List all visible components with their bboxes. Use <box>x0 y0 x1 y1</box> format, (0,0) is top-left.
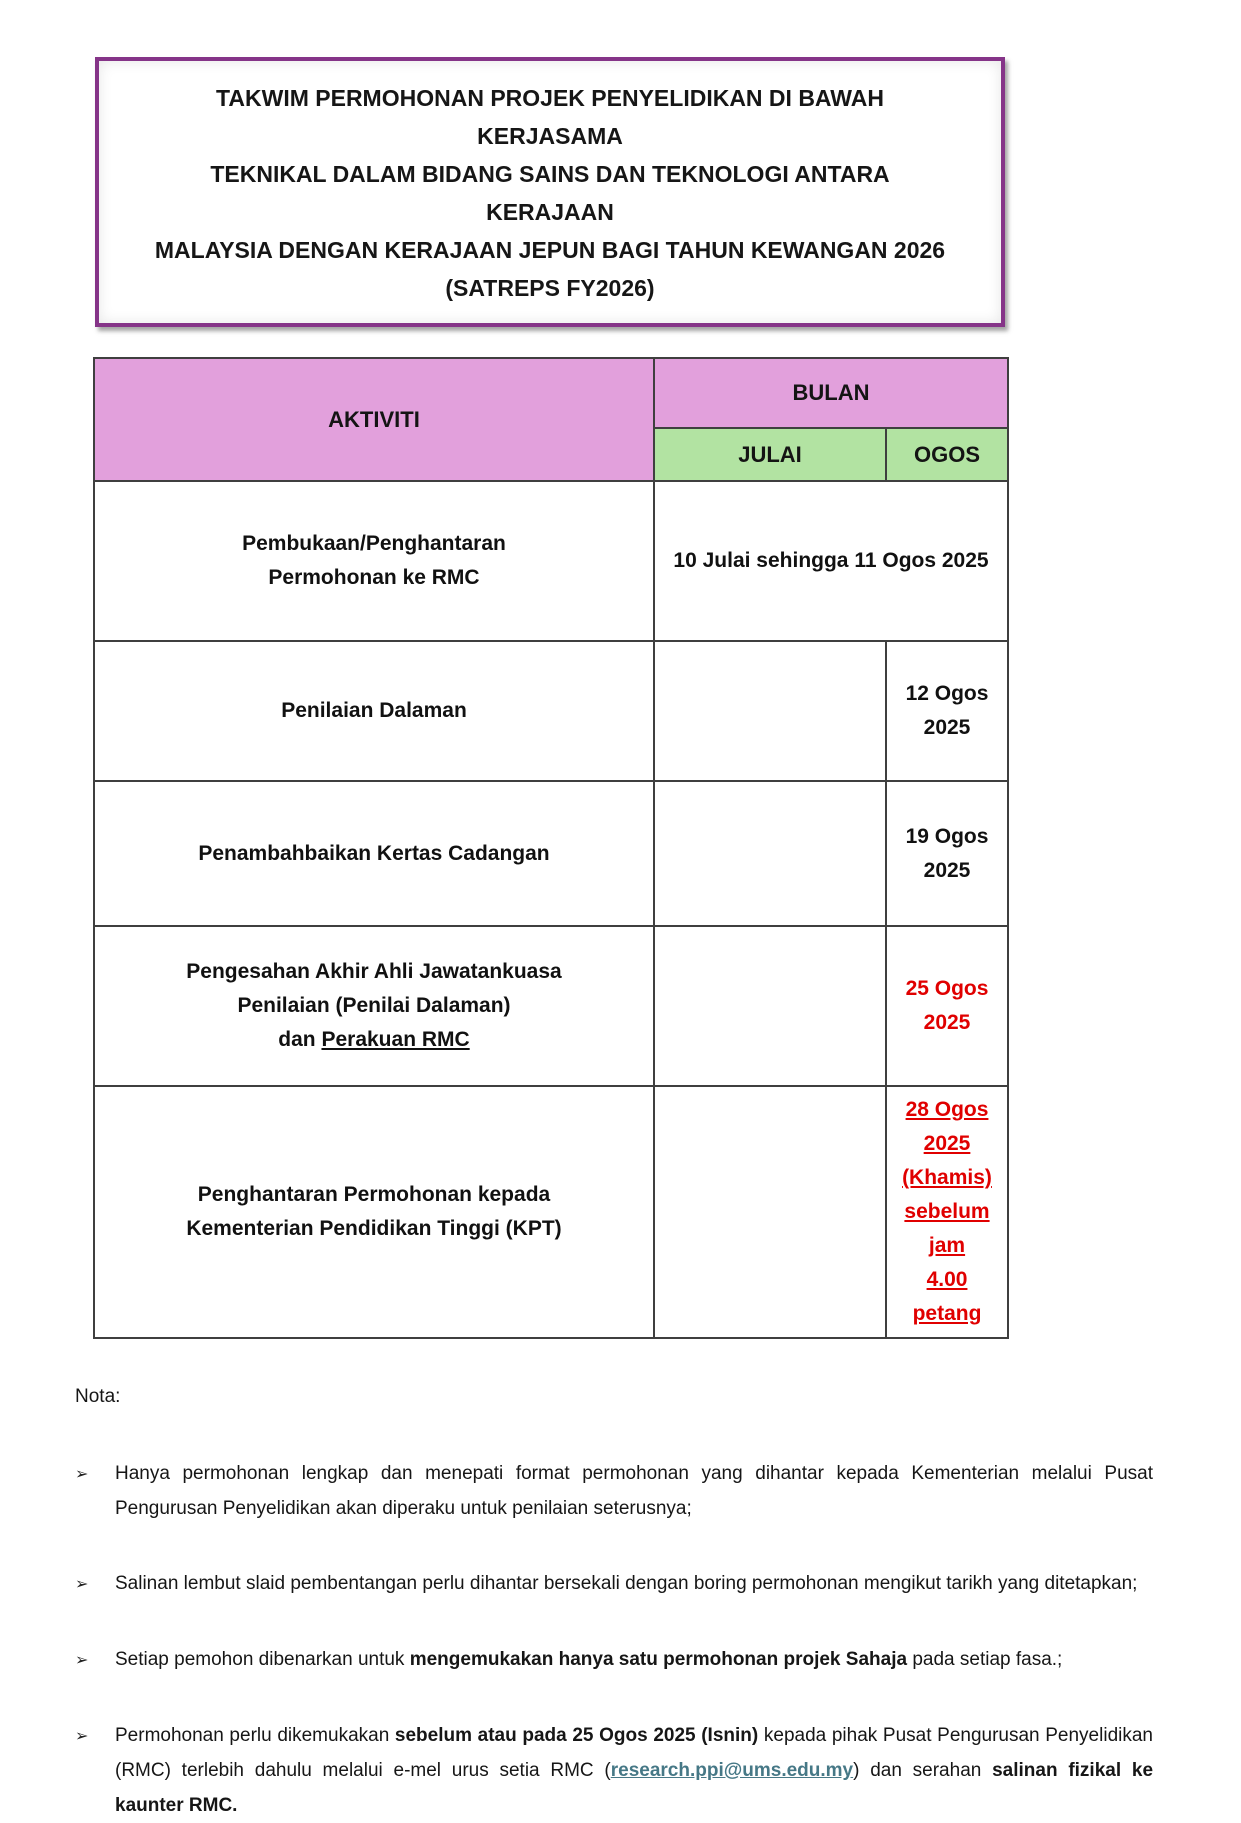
deadline-line: 4.00 petang <box>912 1268 982 1325</box>
note-item <box>75 1718 1153 1823</box>
activity-cell: Penilaian Dalaman <box>94 641 654 781</box>
activity-text: Pengesahan Akhir Ahli Jawatankuasa <box>186 960 562 983</box>
title-box <box>95 57 1005 327</box>
note-text <box>115 1718 1153 1823</box>
activity-text: Penghantaran Permohonan kepada <box>197 1183 551 1206</box>
deadline-line: sebelum jam <box>904 1200 990 1257</box>
activity-cell: Penambahbaikan Kertas Cadangan <box>94 781 654 926</box>
page-title-line: MALAYSIA DENGAN KERAJAAN JEPUN BAGI TAHUN KEWANGAN 2026 <box>154 237 946 263</box>
note-item <box>75 1566 1153 1602</box>
notes-section <box>75 1379 1153 1823</box>
note-text-plain: kepada pihak Pusat Pengurusan Penyelidikan (RMC) terlebih dahulu melalui e-mel urus setia RMC ( <box>115 1725 1153 1781</box>
column-header-julai: JULAI <box>654 428 886 481</box>
table-row <box>94 926 1008 1086</box>
date-cell: 19 Ogos 2025 <box>886 781 1008 926</box>
notes-label: Nota: <box>75 1386 121 1407</box>
table-row <box>94 781 1008 926</box>
activity-text: Pembukaan/Penghantaran <box>242 532 506 555</box>
deadline-line: 28 Ogos 2025 <box>905 1098 989 1155</box>
email-link[interactable]: research.ppi@ums.edu.my <box>610 1760 854 1781</box>
deadline-line: (Khamis) <box>902 1166 992 1189</box>
activity-text-plain: dan <box>278 1028 322 1051</box>
note-text-bold: mengemukakan hanya satu permohonan projek Sahaja <box>409 1649 908 1670</box>
table-row <box>94 641 1008 781</box>
note-text-plain: ) dan serahan <box>853 1760 993 1781</box>
empty-cell-julai <box>654 641 886 781</box>
column-header-ogos: OGOS <box>886 428 1008 481</box>
schedule-table <box>93 357 1009 1339</box>
note-text-plain: Setiap pemohon dibenarkan untuk <box>115 1649 410 1670</box>
activity-text-underlined: Perakuan RMC <box>321 1028 470 1051</box>
note-item <box>75 1456 1153 1526</box>
column-header-aktiviti: AKTIVITI <box>94 358 654 481</box>
page-title-line: (SATREPS FY2026) <box>445 275 655 301</box>
column-header-bulan: BULAN <box>654 358 1008 428</box>
activity-text <box>105 1023 643 1057</box>
activity-text: Permohonan ke RMC <box>268 566 480 589</box>
note-text: Hanya permohonan lengkap dan menepati format permohonan yang dihantar kepada Kementerian melalui Pusat Pengurusan Penyelidikan akan diperaku untuk penilaian seterusnya; <box>115 1463 1153 1519</box>
note-item <box>75 1642 1153 1678</box>
empty-cell-julai <box>654 781 886 926</box>
date-cell-deadline <box>886 1086 1008 1338</box>
date-range-cell: 10 Julai sehingga 11 Ogos 2025 <box>654 481 1008 641</box>
activity-cell <box>94 926 654 1086</box>
note-text-bold: sebelum atau pada 25 Ogos 2025 (Isnin) <box>394 1725 759 1746</box>
arrow-bullet-icon: ➢ <box>75 1728 89 1745</box>
date-cell-highlighted: 25 Ogos 2025 <box>886 926 1008 1086</box>
page-title-line: TAKWIM PERMOHONAN PROJEK PENYELIDIKAN DI BAWAH KERJASAMA <box>216 85 884 149</box>
activity-text: Kementerian Pendidikan Tinggi (KPT) <box>186 1217 562 1240</box>
empty-cell-julai <box>654 1086 886 1338</box>
note-text: Salinan lembut slaid pembentangan perlu dihantar bersekali dengan boring permohonan mengikut tarikh yang ditetapkan; <box>115 1573 1138 1594</box>
page-title-line: TEKNIKAL DALAM BIDANG SAINS DAN TEKNOLOGI ANTARA KERAJAAN <box>210 161 890 225</box>
arrow-bullet-icon: ➢ <box>75 1576 89 1593</box>
activity-text: Penilaian (Penilai Dalaman) <box>237 994 511 1017</box>
note-text-plain: Permohonan perlu dikemukakan <box>115 1725 395 1746</box>
date-cell: 12 Ogos 2025 <box>886 641 1008 781</box>
note-text <box>115 1642 1153 1678</box>
note-text-bold: salinan fizikal ke kaunter RMC. <box>115 1760 1154 1816</box>
activity-cell <box>94 481 654 641</box>
arrow-bullet-icon: ➢ <box>75 1652 89 1669</box>
table-row <box>94 1086 1008 1338</box>
note-text-plain: pada setiap fasa.; <box>907 1649 1063 1670</box>
arrow-bullet-icon: ➢ <box>75 1466 89 1483</box>
table-row <box>94 481 1008 641</box>
empty-cell-julai <box>654 926 886 1086</box>
activity-cell <box>94 1086 654 1338</box>
table-header-row <box>94 358 1008 428</box>
